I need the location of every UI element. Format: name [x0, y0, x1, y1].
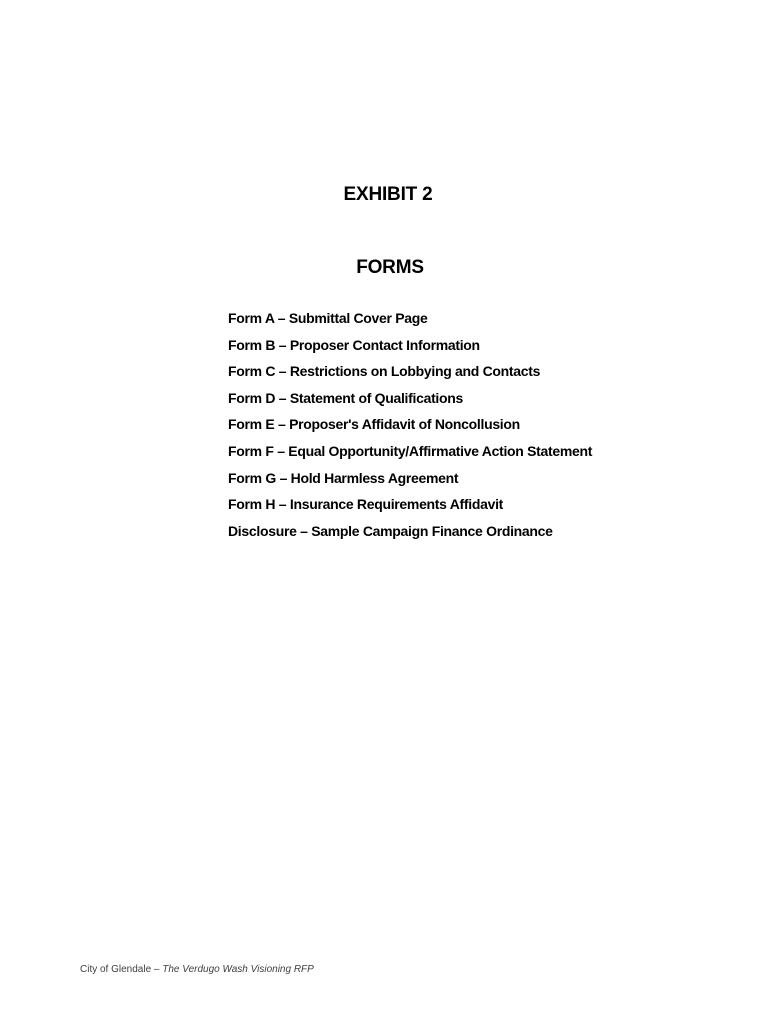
- form-g-item: Form G – Hold Harmless Agreement: [228, 469, 459, 486]
- form-c-item: Form C – Restrictions on Lobbying and Contacts: [228, 363, 541, 380]
- form-d-item: Form D – Statement of Qualifications: [228, 389, 464, 406]
- page-footer: [80, 964, 314, 975]
- form-f-item: Form F – Equal Opportunity/Affirmative Action Statement: [228, 442, 593, 459]
- exhibit-title: EXHIBIT 2: [343, 184, 433, 205]
- footer-prefix: City of Glendale –: [80, 964, 163, 975]
- forms-heading: FORMS: [356, 257, 424, 278]
- form-a-item: Form A – Submittal Cover Page: [228, 310, 428, 326]
- form-e-item: Form E – Proposer's Affidavit of Noncollusion: [228, 416, 520, 433]
- footer-rfp-title: The Verdugo Wash Visioning RFP: [162, 964, 314, 975]
- form-b-item: Form B – Proposer Contact Information: [228, 336, 480, 353]
- disclosure-item: Disclosure – Sample Campaign Finance Ordinance: [228, 522, 553, 539]
- form-h-item: Form H – Insurance Requirements Affidavit: [228, 496, 504, 513]
- forms-list: [228, 305, 592, 544]
